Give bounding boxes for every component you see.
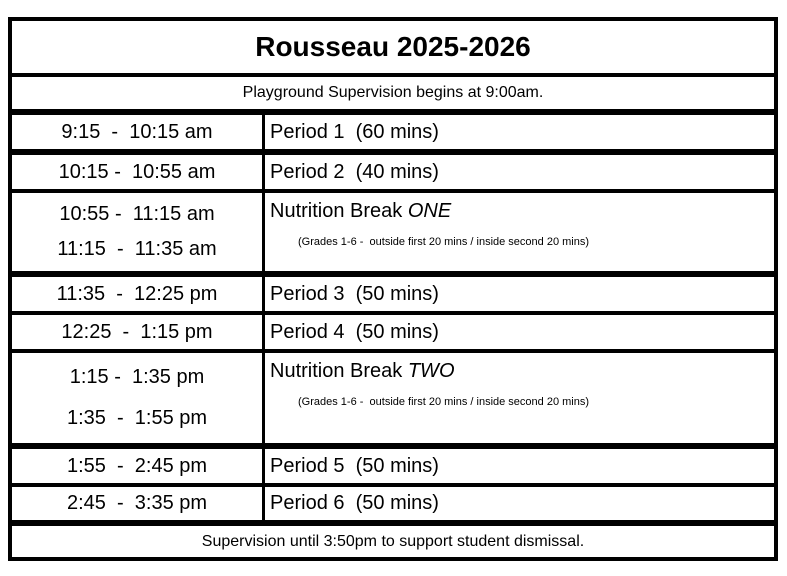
schedule-title: Rousseau 2025-2026 — [12, 21, 774, 73]
break-start-time: 1:15 - 1:35 pm — [69, 366, 205, 388]
time-cell — [12, 193, 262, 271]
nutrition-break-note: (Grades 1-6 - outside first 20 mins / inside second 20 mins) — [298, 396, 590, 408]
time-cell: 11:35 - 12:25 pm — [12, 277, 262, 311]
time-cell: 12:25 - 1:15 pm — [12, 315, 262, 349]
nutrition-break-title: Nutrition Break TWO — [270, 360, 455, 382]
schedule-table — [8, 17, 778, 561]
break-start-time: 10:55 - 11:15 am — [59, 203, 215, 225]
period-cell: Period 4 (50 mins) — [265, 315, 774, 349]
break-end-time: 11:15 - 11:35 am — [57, 238, 217, 260]
break-end-time: 1:35 - 1:55 pm — [66, 407, 208, 429]
time-cell: 2:45 - 3:35 pm — [12, 487, 262, 520]
time-cell: 1:55 - 2:45 pm — [12, 449, 262, 483]
period-cell: Period 1 (60 mins) — [265, 115, 774, 149]
nutrition-break-note: (Grades 1-6 - outside first 20 mins / inside second 20 mins) — [298, 236, 590, 248]
time-cell — [12, 353, 262, 443]
nutrition-break-cell — [265, 193, 774, 271]
nutrition-break-cell — [265, 353, 774, 443]
time-cell: 10:15 - 10:55 am — [12, 155, 262, 189]
period-cell: Period 2 (40 mins) — [265, 155, 774, 189]
nutrition-break-title: Nutrition Break ONE — [270, 200, 452, 222]
dismissal-supervision-note: Supervision until 3:50pm to support student dismissal. — [12, 526, 774, 557]
supervision-start-note: Playground Supervision begins at 9:00am. — [12, 77, 774, 109]
period-cell: Period 5 (50 mins) — [265, 449, 774, 483]
period-cell: Period 6 (50 mins) — [265, 487, 774, 520]
time-cell: 9:15 - 10:15 am — [12, 115, 262, 149]
period-cell: Period 3 (50 mins) — [265, 277, 774, 311]
